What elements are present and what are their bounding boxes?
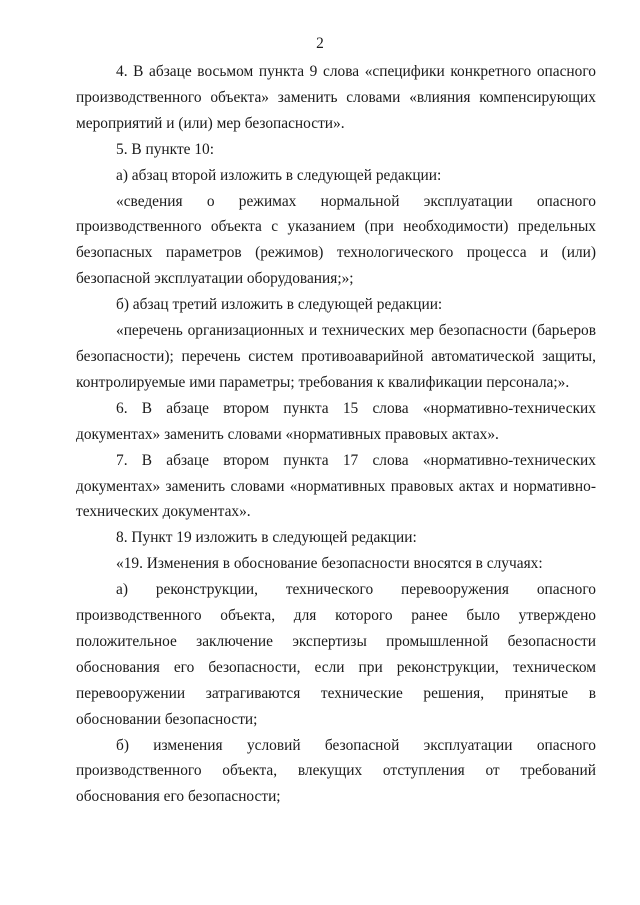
- document-body: [76, 59, 596, 810]
- page-number: 2: [316, 35, 324, 52]
- paragraph-5b-text: «перечень организационных и технических мер безопасности (барьеров безопасности); перечень систем противоаварийной автоматической защиты, контролируемые ими параметры; требования к квалификации персонала;».: [76, 322, 596, 391]
- paragraph-19a: а) реконструкции, технического перевооружения опасного производственного объекта, для которого ранее было утверждено положительное заключение экспертизы промышленной безопасности обоснования его безопасности, если при реконструкции, техническом перевооружении затрагиваются технические решения, принятые в обосновании безопасности;: [76, 581, 596, 728]
- paragraph-item-5: 5. В пункте 10:: [116, 140, 215, 158]
- paragraph-19b: б) изменения условий безопасной эксплуатации опасного производственного объекта, влекущих отступления от требований обоснования его безопасности;: [76, 736, 596, 806]
- paragraph-item-8: 8. Пункт 19 изложить в следующей редакции:: [116, 529, 417, 547]
- paragraph-5b-heading: б) абзац третий изложить в следующей редакции:: [116, 296, 443, 314]
- paragraph-5a-text: «сведения о режимах нормальной эксплуатации опасного производственного объекта с указанием (при необходимости) предельных безопасных параметров (режимов) технологического процесса и (или) безопасной эксплуатации оборудования;»;: [76, 192, 596, 288]
- paragraph-item-7: 7. В абзаце втором пункта 17 слова «нормативно-технических документах» заменить словами «нормативных правовых актах и нормативно-технических документах».: [76, 451, 596, 521]
- paragraph-item-6: 6. В абзаце втором пункта 15 слова «нормативно-технических документах» заменить словами «нормативных правовых актах».: [76, 399, 596, 443]
- paragraph-19-heading: «19. Изменения в обоснование безопасности вносятся в случаях:: [116, 555, 543, 573]
- paragraph-5a-heading: а) абзац второй изложить в следующей редакции:: [116, 166, 442, 184]
- paragraph-item-4: 4. В абзаце восьмом пункта 9 слова «специфики конкретного опасного производственного объекта» заменить словами «влияния компенсирующих мероприятий и (или) мер безопасности».: [76, 63, 596, 132]
